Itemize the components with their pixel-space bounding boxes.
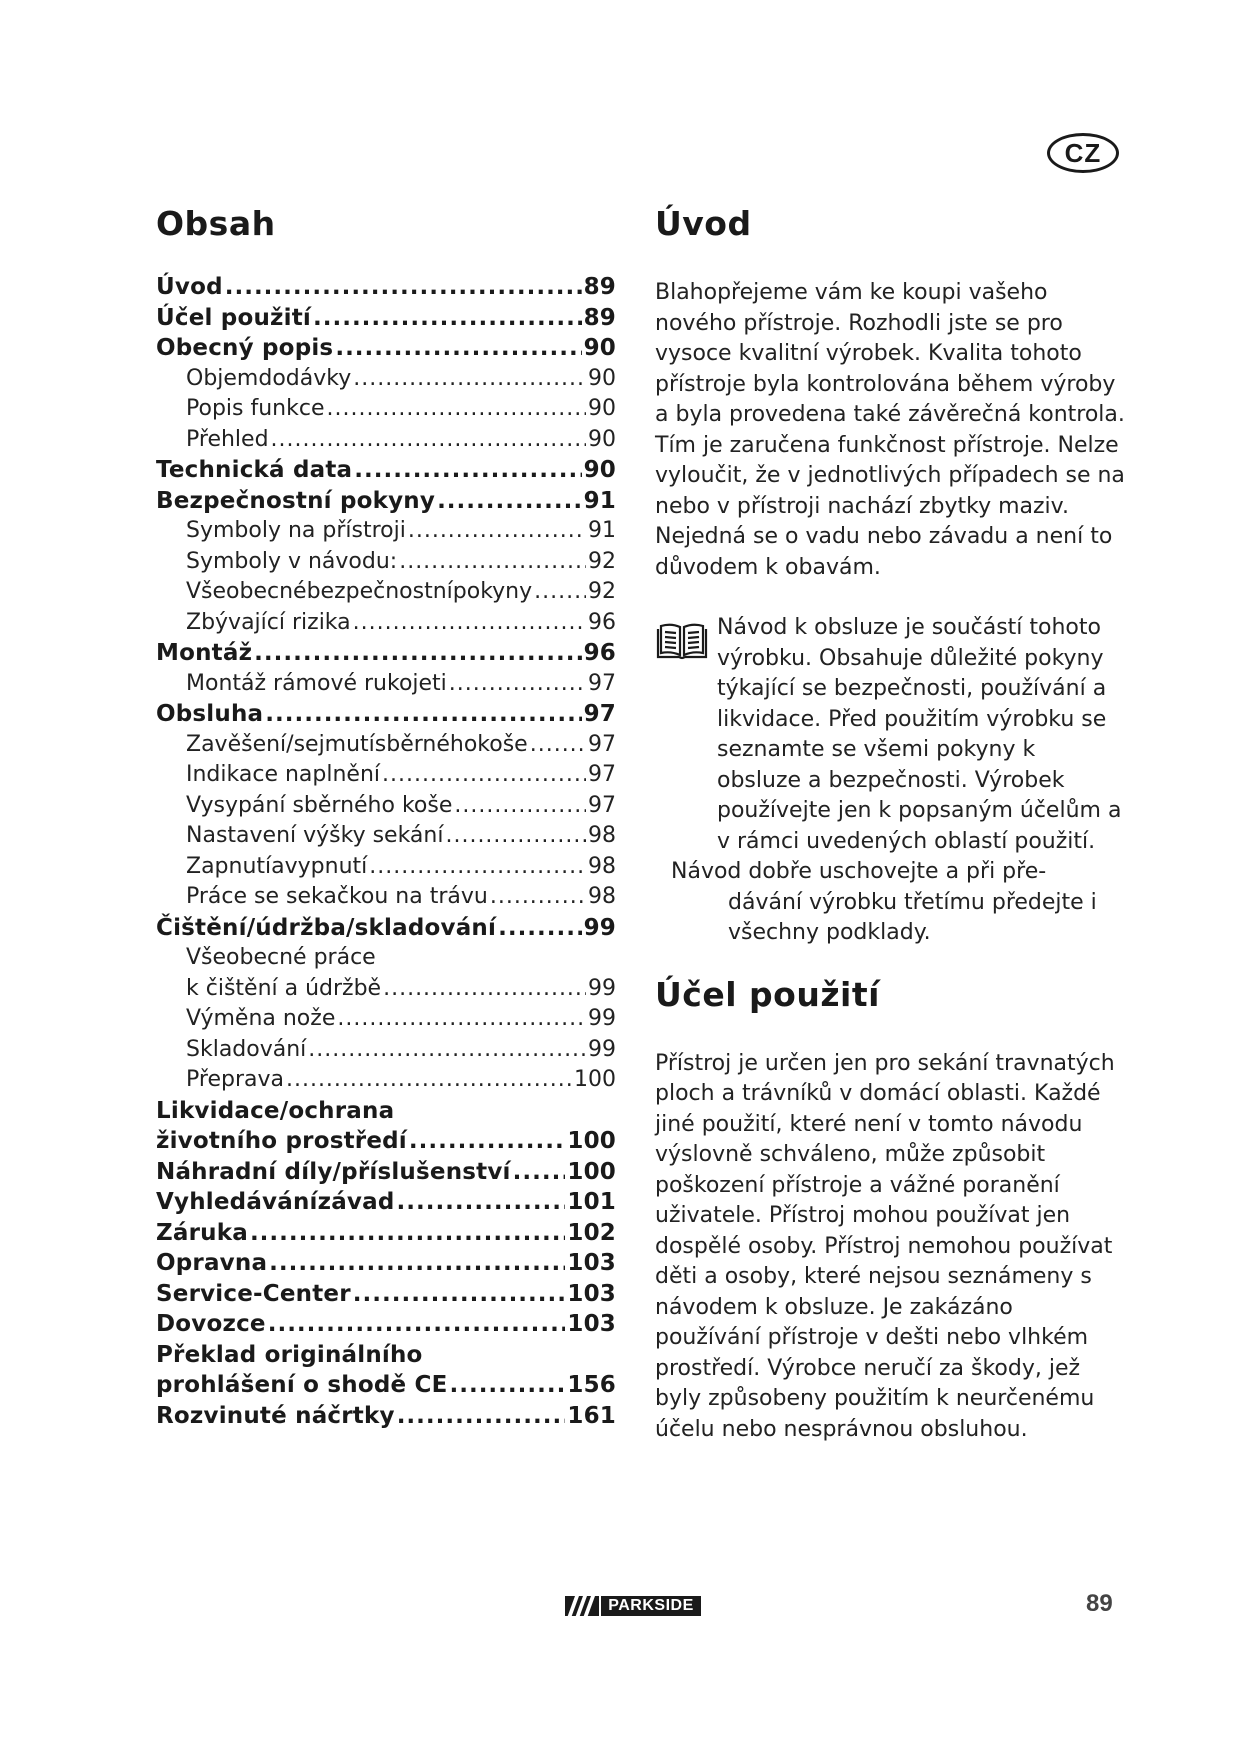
toc-entry-label: Překlad originálního xyxy=(156,1341,423,1368)
toc-entry-page: 89 xyxy=(583,274,616,300)
toc-leader-dots xyxy=(308,1035,586,1066)
logo-stripes xyxy=(565,1596,599,1616)
toc-entry xyxy=(156,1340,616,1371)
note-tail-rest: dávání výrobku třetímu předejte i všechny podklady. xyxy=(728,889,1097,945)
toc-entry-label: Přeprava xyxy=(186,1067,284,1092)
toc-leader-dots xyxy=(490,882,586,913)
toc-leader-dots xyxy=(397,1187,566,1218)
table-of-contents xyxy=(156,200,616,1431)
toc-entry xyxy=(156,455,616,486)
toc-entry-label: Montáž rámové rukojeti xyxy=(186,670,447,696)
toc-entry-label: Všeobecnébezpečnostnípokyny xyxy=(186,579,533,604)
toc-entry xyxy=(156,730,616,761)
toc-entry-label: životního prostředí xyxy=(156,1128,407,1154)
toc-entry-page: 97 xyxy=(588,792,616,818)
toc-entry-label: Zapnutíavypnutí xyxy=(186,853,368,879)
intro-title: Úvod xyxy=(655,204,752,243)
toc-leader-dots xyxy=(445,821,586,852)
toc-entry-page: 100 xyxy=(574,1067,616,1092)
toc-entry-page: 92 xyxy=(588,579,616,604)
toc-leader-dots xyxy=(250,1218,565,1249)
toc-entry xyxy=(156,608,616,639)
toc-leader-dots xyxy=(353,1279,566,1310)
toc-leader-dots xyxy=(513,1157,566,1188)
toc-leader-dots xyxy=(408,516,586,547)
language-badge: CZ xyxy=(1047,133,1119,173)
toc-leader-dots xyxy=(268,1309,566,1340)
toc-entry-page: 90 xyxy=(583,335,616,361)
toc-title: Obsah xyxy=(156,204,276,243)
toc-entry-page: 90 xyxy=(588,396,616,421)
toc-entry xyxy=(156,364,616,395)
toc-entry-label: Účel použití xyxy=(156,304,311,331)
toc-leader-dots xyxy=(271,425,586,456)
toc-entry-page: 89 xyxy=(583,304,616,331)
toc-entry xyxy=(156,1370,616,1401)
toc-entry-label: Všeobecné práce xyxy=(186,945,376,970)
toc-entry-label: Symboly v návodu: xyxy=(186,548,398,574)
toc-entry-page: 100 xyxy=(567,1128,616,1154)
toc-leader-dots xyxy=(286,1065,572,1096)
intro-paragraph: Blahopřejeme vám ke koupi vašeho nového přístroje. Rozhodli jste se pro vysoce kvalitní výrobek. Kvalita tohoto přístroje byla kontrolována během výroby a byla provedena také závěrečná kontrola. Tím je zaručena funkčnost přístroje. Nelze vyloučit, že v jednotlivých případech se na nebo v přístroji nachází zbytky maziv. Nejedná se o vadu nebo závadu a není to důvodem k obavám. xyxy=(655,280,1125,580)
toc-leader-dots xyxy=(534,577,586,608)
toc-entry xyxy=(156,699,616,730)
toc-entry xyxy=(156,852,616,883)
toc-entry xyxy=(156,1157,616,1188)
toc-entry-label: Opravna xyxy=(156,1250,268,1276)
toc-entry xyxy=(156,486,616,517)
toc-entry-label: Zbývající rizika xyxy=(186,609,351,635)
toc-entry-label: Indikace naplnění xyxy=(186,762,381,787)
toc-entry-label: Bezpečnostní pokyny xyxy=(156,487,436,514)
toc-leader-dots xyxy=(449,669,586,700)
toc-entry-page: 101 xyxy=(567,1189,616,1215)
toc-entry-label: Skladování xyxy=(186,1036,307,1062)
note-tail xyxy=(655,857,1125,949)
toc-entry xyxy=(156,638,616,669)
toc-entry-label: Likvidace/ochrana xyxy=(156,1097,395,1124)
toc-entry-page: 99 xyxy=(588,1006,616,1031)
toc-entry-page: 91 xyxy=(588,518,616,543)
toc-entry-label: Záruka xyxy=(156,1219,248,1246)
toc-leader-dots xyxy=(382,760,586,791)
toc-leader-dots xyxy=(454,791,586,822)
toc-entry-label: Montáž xyxy=(156,640,253,666)
toc-entry xyxy=(156,882,616,913)
toc-leader-dots xyxy=(265,699,581,730)
toc-entry-label: Rozvinuté náčrtky xyxy=(156,1402,395,1429)
toc-entry-label: Objemdodávky xyxy=(186,365,352,391)
toc-entry xyxy=(156,516,616,547)
toc-entry xyxy=(156,303,616,334)
toc-entry-page: 98 xyxy=(588,823,616,848)
toc-leader-dots xyxy=(383,974,586,1005)
toc-entry xyxy=(156,669,616,700)
toc-entry-page: 99 xyxy=(588,975,616,1001)
toc-entry xyxy=(156,1096,616,1127)
toc-leader-dots xyxy=(326,394,586,425)
toc-entry xyxy=(156,1126,616,1157)
toc-entry-page: 97 xyxy=(583,701,616,727)
toc-leader-dots xyxy=(369,852,586,883)
toc-entry-label: Vyhledávánízávad xyxy=(156,1189,395,1215)
toc-leader-dots xyxy=(437,486,582,517)
parkside-logo xyxy=(565,1596,701,1616)
toc-entry-page: 98 xyxy=(588,853,616,879)
toc-entry-label: Nastavení výšky sekání xyxy=(186,823,444,848)
toc-entry xyxy=(156,333,616,364)
toc-leader-dots xyxy=(449,1370,565,1401)
toc-entry-page: 90 xyxy=(588,426,616,452)
toc-entry-page: 99 xyxy=(583,914,616,941)
toc-leader-dots xyxy=(353,608,586,639)
toc-entry xyxy=(156,1279,616,1310)
toc-leader-dots xyxy=(530,730,586,761)
toc-entry xyxy=(156,272,616,303)
note-text: Návod k obsluze je součástí tohoto výrobku. Obsahuje důležité pokyny týkající se bezpečnosti, používání a likvidace. Před použitím výrobku se seznamte se všemi pokyny k obsluze a bezpečnosti. Výrobek používejte jen k popsaným účelům a v rámci uvedených oblastí použití. xyxy=(717,615,1122,854)
toc-entry-page: 97 xyxy=(588,731,616,757)
toc-entry xyxy=(156,1004,616,1035)
toc-leader-dots xyxy=(353,364,586,395)
toc-entry-label: Čištění/údržba/skladování xyxy=(156,914,497,941)
toc-leader-dots xyxy=(399,547,586,578)
toc-entry xyxy=(156,1218,616,1249)
toc-entry-label: Technická data xyxy=(156,457,353,483)
toc-leader-dots xyxy=(313,303,582,334)
toc-entry xyxy=(156,821,616,852)
page-number: 89 xyxy=(1086,1590,1113,1617)
toc-leader-dots xyxy=(335,333,581,364)
toc-entry-page: 161 xyxy=(567,1402,616,1429)
toc-entry-label: Dovozce xyxy=(156,1311,266,1337)
toc-entry-page: 90 xyxy=(583,457,616,483)
toc-entry-label: Obecný popis xyxy=(156,335,334,361)
toc-leader-dots xyxy=(225,272,582,303)
toc-entry-label: Vysypání sběrného koše xyxy=(186,792,453,818)
toc-entry xyxy=(156,943,616,974)
toc-entry-page: 99 xyxy=(588,1036,616,1062)
toc-entry-label: prohlášení o shodě CE xyxy=(156,1372,448,1398)
toc-entry-page: 103 xyxy=(567,1250,616,1276)
note-tail-line1: Návod dobře uschovejte a při pře- xyxy=(671,859,1047,884)
toc-leader-dots xyxy=(269,1248,565,1279)
toc-entry-page: 103 xyxy=(567,1280,616,1307)
toc-entry-label: Service-Center xyxy=(156,1280,351,1307)
toc-entry-label: Přehled xyxy=(186,426,269,452)
toc-entry-page: 96 xyxy=(588,609,616,635)
usage-title: Účel použití xyxy=(655,974,880,1014)
toc-leader-dots xyxy=(337,1004,586,1035)
note-block xyxy=(655,613,1125,857)
toc-entry xyxy=(156,974,616,1005)
toc-entry-page: 90 xyxy=(588,365,616,391)
toc-entry-page: 91 xyxy=(583,487,616,514)
toc-entry xyxy=(156,1035,616,1066)
toc-entry-label: Práce se sekačkou na trávu xyxy=(186,884,488,909)
toc-entry xyxy=(156,425,616,456)
toc-leader-dots xyxy=(354,455,581,486)
toc-entry xyxy=(156,1309,616,1340)
toc-entry-page: 97 xyxy=(588,670,616,696)
logo-brand: PARKSIDE xyxy=(601,1596,701,1616)
toc-leader-dots xyxy=(409,1126,565,1157)
toc-entry-label: Výměna nože xyxy=(186,1006,336,1031)
toc-entry xyxy=(156,1401,616,1432)
toc-entry xyxy=(156,394,616,425)
toc-entry xyxy=(156,1248,616,1279)
toc-entry xyxy=(156,791,616,822)
toc-leader-dots xyxy=(498,913,581,944)
toc-entry-label: Symboly na přístroji xyxy=(186,518,406,543)
toc-leader-dots xyxy=(397,1401,566,1432)
toc-entry xyxy=(156,1187,616,1218)
toc-entry-label: Náhradní díly/příslušenství xyxy=(156,1158,511,1185)
toc-entry-label: Obsluha xyxy=(156,701,264,727)
toc-entry-page: 102 xyxy=(567,1219,616,1246)
toc-entry-label: Popis funkce xyxy=(186,396,325,421)
toc-entry xyxy=(156,577,616,608)
toc-entry-label: Zavěšení/sejmutísběrnéhokoše xyxy=(186,731,528,757)
toc-entry-page: 92 xyxy=(588,548,616,574)
toc-entry-label: k čištění a údržbě xyxy=(186,975,382,1001)
toc-leader-dots xyxy=(254,638,581,669)
toc-entry xyxy=(156,760,616,791)
toc-list xyxy=(156,272,616,1431)
content-column xyxy=(655,200,1125,1445)
toc-entry xyxy=(156,1065,616,1096)
usage-paragraph: Přístroj je určen jen pro sekání travnatých ploch a trávníků v domácí oblasti. Každé jiné použití, které není v tomto návodu výslovně schváleno, může způsobit poškození přístroje a vážné poranění uživatele. Přístroj mohou používat jen dospělé osoby. Přístroj nemohou používat děti a osoby, které nejsou seznámeny s návodem k obsluze. Je zakázáno používání přístroje v dešti nebo vlhkém prostředí. Výrobce neručí za škody, jež byly způsobeny použitím k neurčenému účelu nebo nesprávnou obsluhou. xyxy=(655,1050,1115,1442)
toc-entry-label: Úvod xyxy=(156,274,223,300)
toc-entry-page: 96 xyxy=(583,640,616,666)
toc-entry-page: 156 xyxy=(567,1372,616,1398)
book-icon xyxy=(655,613,713,857)
toc-entry-page: 97 xyxy=(588,762,616,787)
toc-entry-page: 103 xyxy=(567,1311,616,1337)
toc-entry xyxy=(156,547,616,578)
toc-entry-page: 100 xyxy=(567,1158,616,1185)
toc-entry-page: 98 xyxy=(588,884,616,909)
toc-entry xyxy=(156,913,616,944)
